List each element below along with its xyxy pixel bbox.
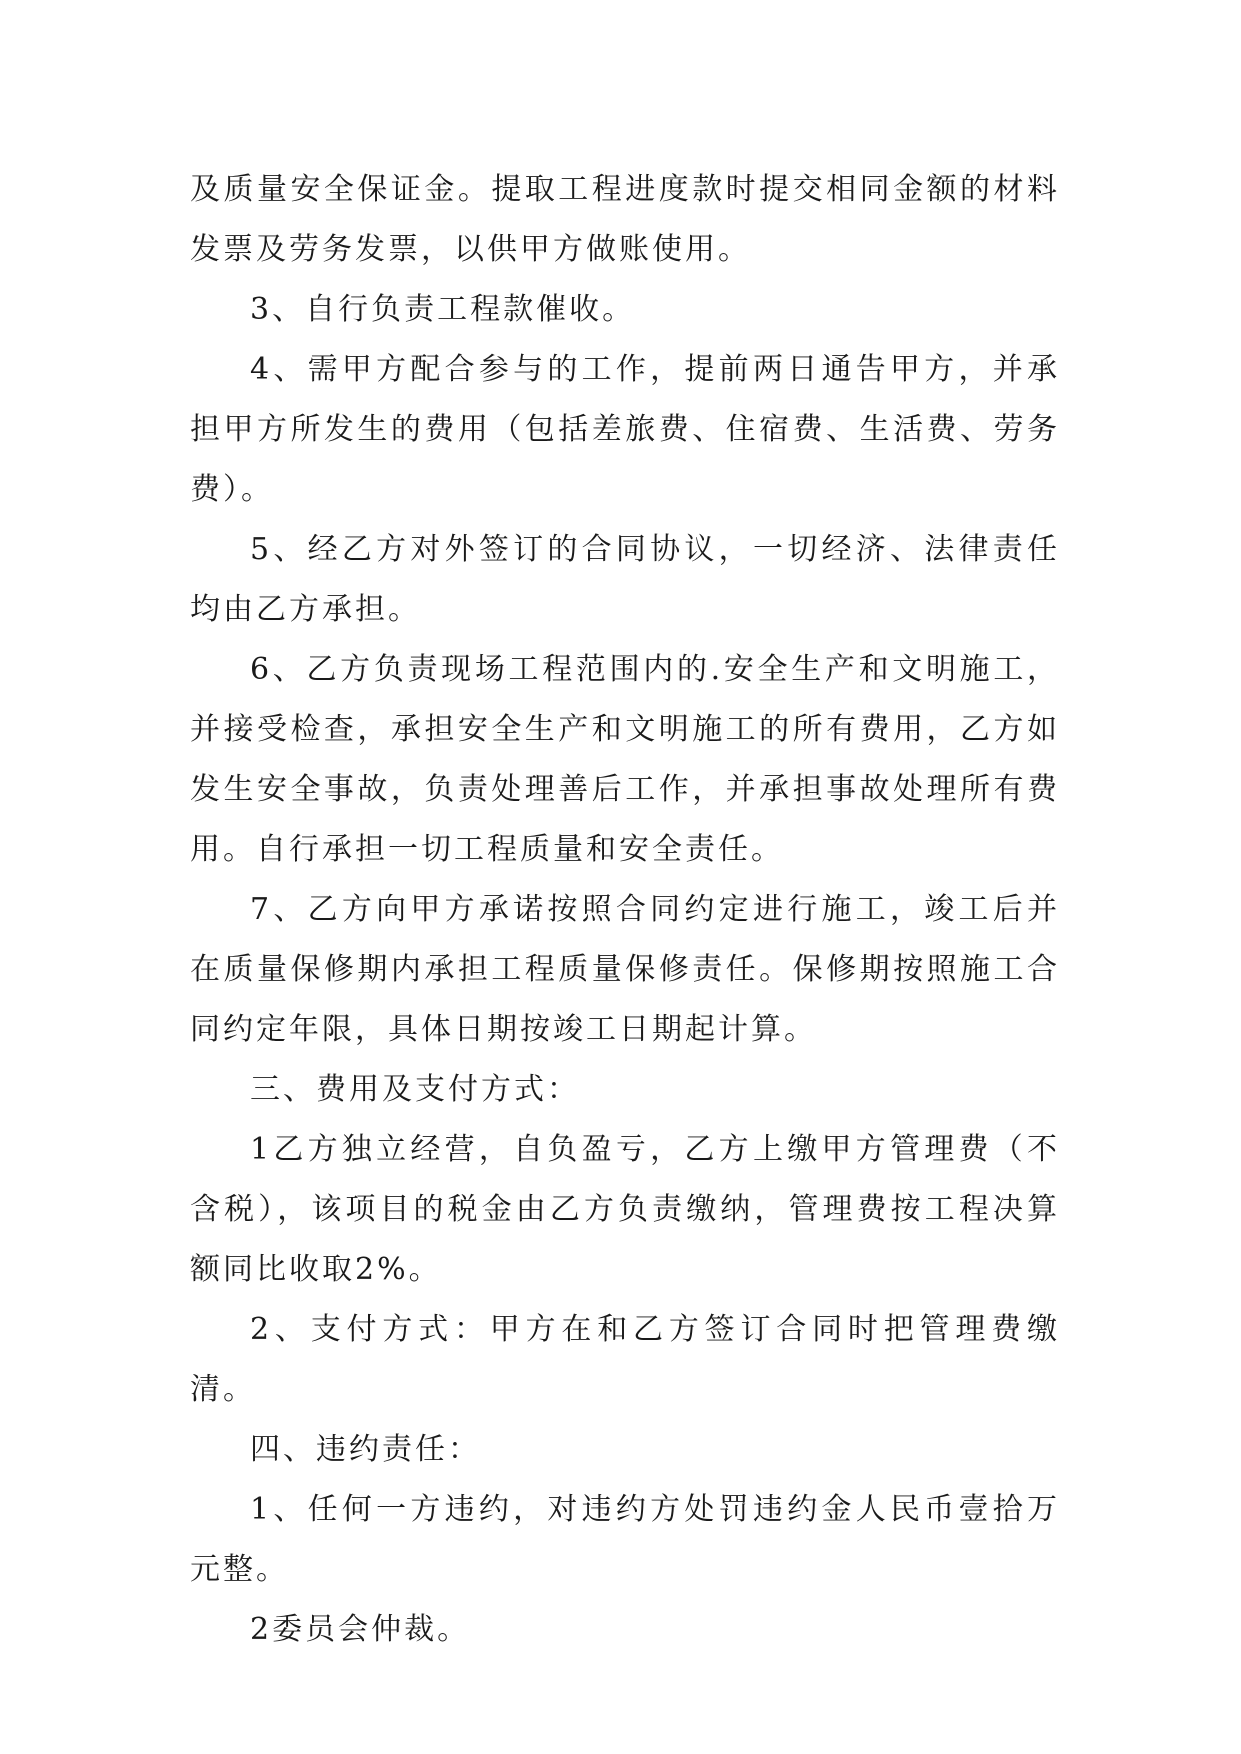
paragraph-fee-1: 1乙方独立经营，自负盈亏，乙方上缴甲方管理费（不含税），该项目的税金由乙方负责缴纳，管理费按工程决算额同比收取2%。 [190, 1132, 1060, 1287]
section-heading-fees: 三、费用及支付方式： [250, 1072, 580, 1107]
paragraph-breach-1: 1、任何一方违约，对违约方处罚违约金人民币壹拾万元整。 [190, 1492, 1060, 1587]
document-body [190, 160, 1060, 1660]
paragraph-clause-5: 5、经乙方对外签订的合同协议，一切经济、法律责任均由乙方承担。 [190, 532, 1060, 627]
paragraph-clause-7: 7、乙方向甲方承诺按照合同约定进行施工，竣工后并在质量保修期内承担工程质量保修责任。保修期按照施工合同约定年限，具体日期按竣工日期起计算。 [190, 892, 1060, 1047]
section-heading-breach: 四、违约责任： [250, 1432, 481, 1467]
paragraph-breach-2: 2委员会仲裁。 [250, 1612, 471, 1647]
paragraph-fee-2: 2、支付方式：甲方在和乙方签订合同时把管理费缴清。 [190, 1312, 1060, 1407]
paragraph-continuation: 及质量安全保证金。提取工程进度款时提交相同金额的材料发票及劳务发票，以供甲方做账使用。 [190, 172, 1060, 267]
paragraph-clause-3: 3、自行负责工程款催收。 [250, 292, 636, 327]
paragraph-clause-6: 6、乙方负责现场工程范围内的.安全生产和文明施工，并接受检查，承担安全生产和文明施工的所有费用，乙方如发生安全事故，负责处理善后工作，并承担事故处理所有费用。自行承担一切工程质量和安全责任。 [190, 652, 1060, 867]
paragraph-clause-4: 4、需甲方配合参与的工作，提前两日通告甲方，并承担甲方所发生的费用（包括差旅费、住宿费、生活费、劳务费）。 [190, 352, 1060, 507]
